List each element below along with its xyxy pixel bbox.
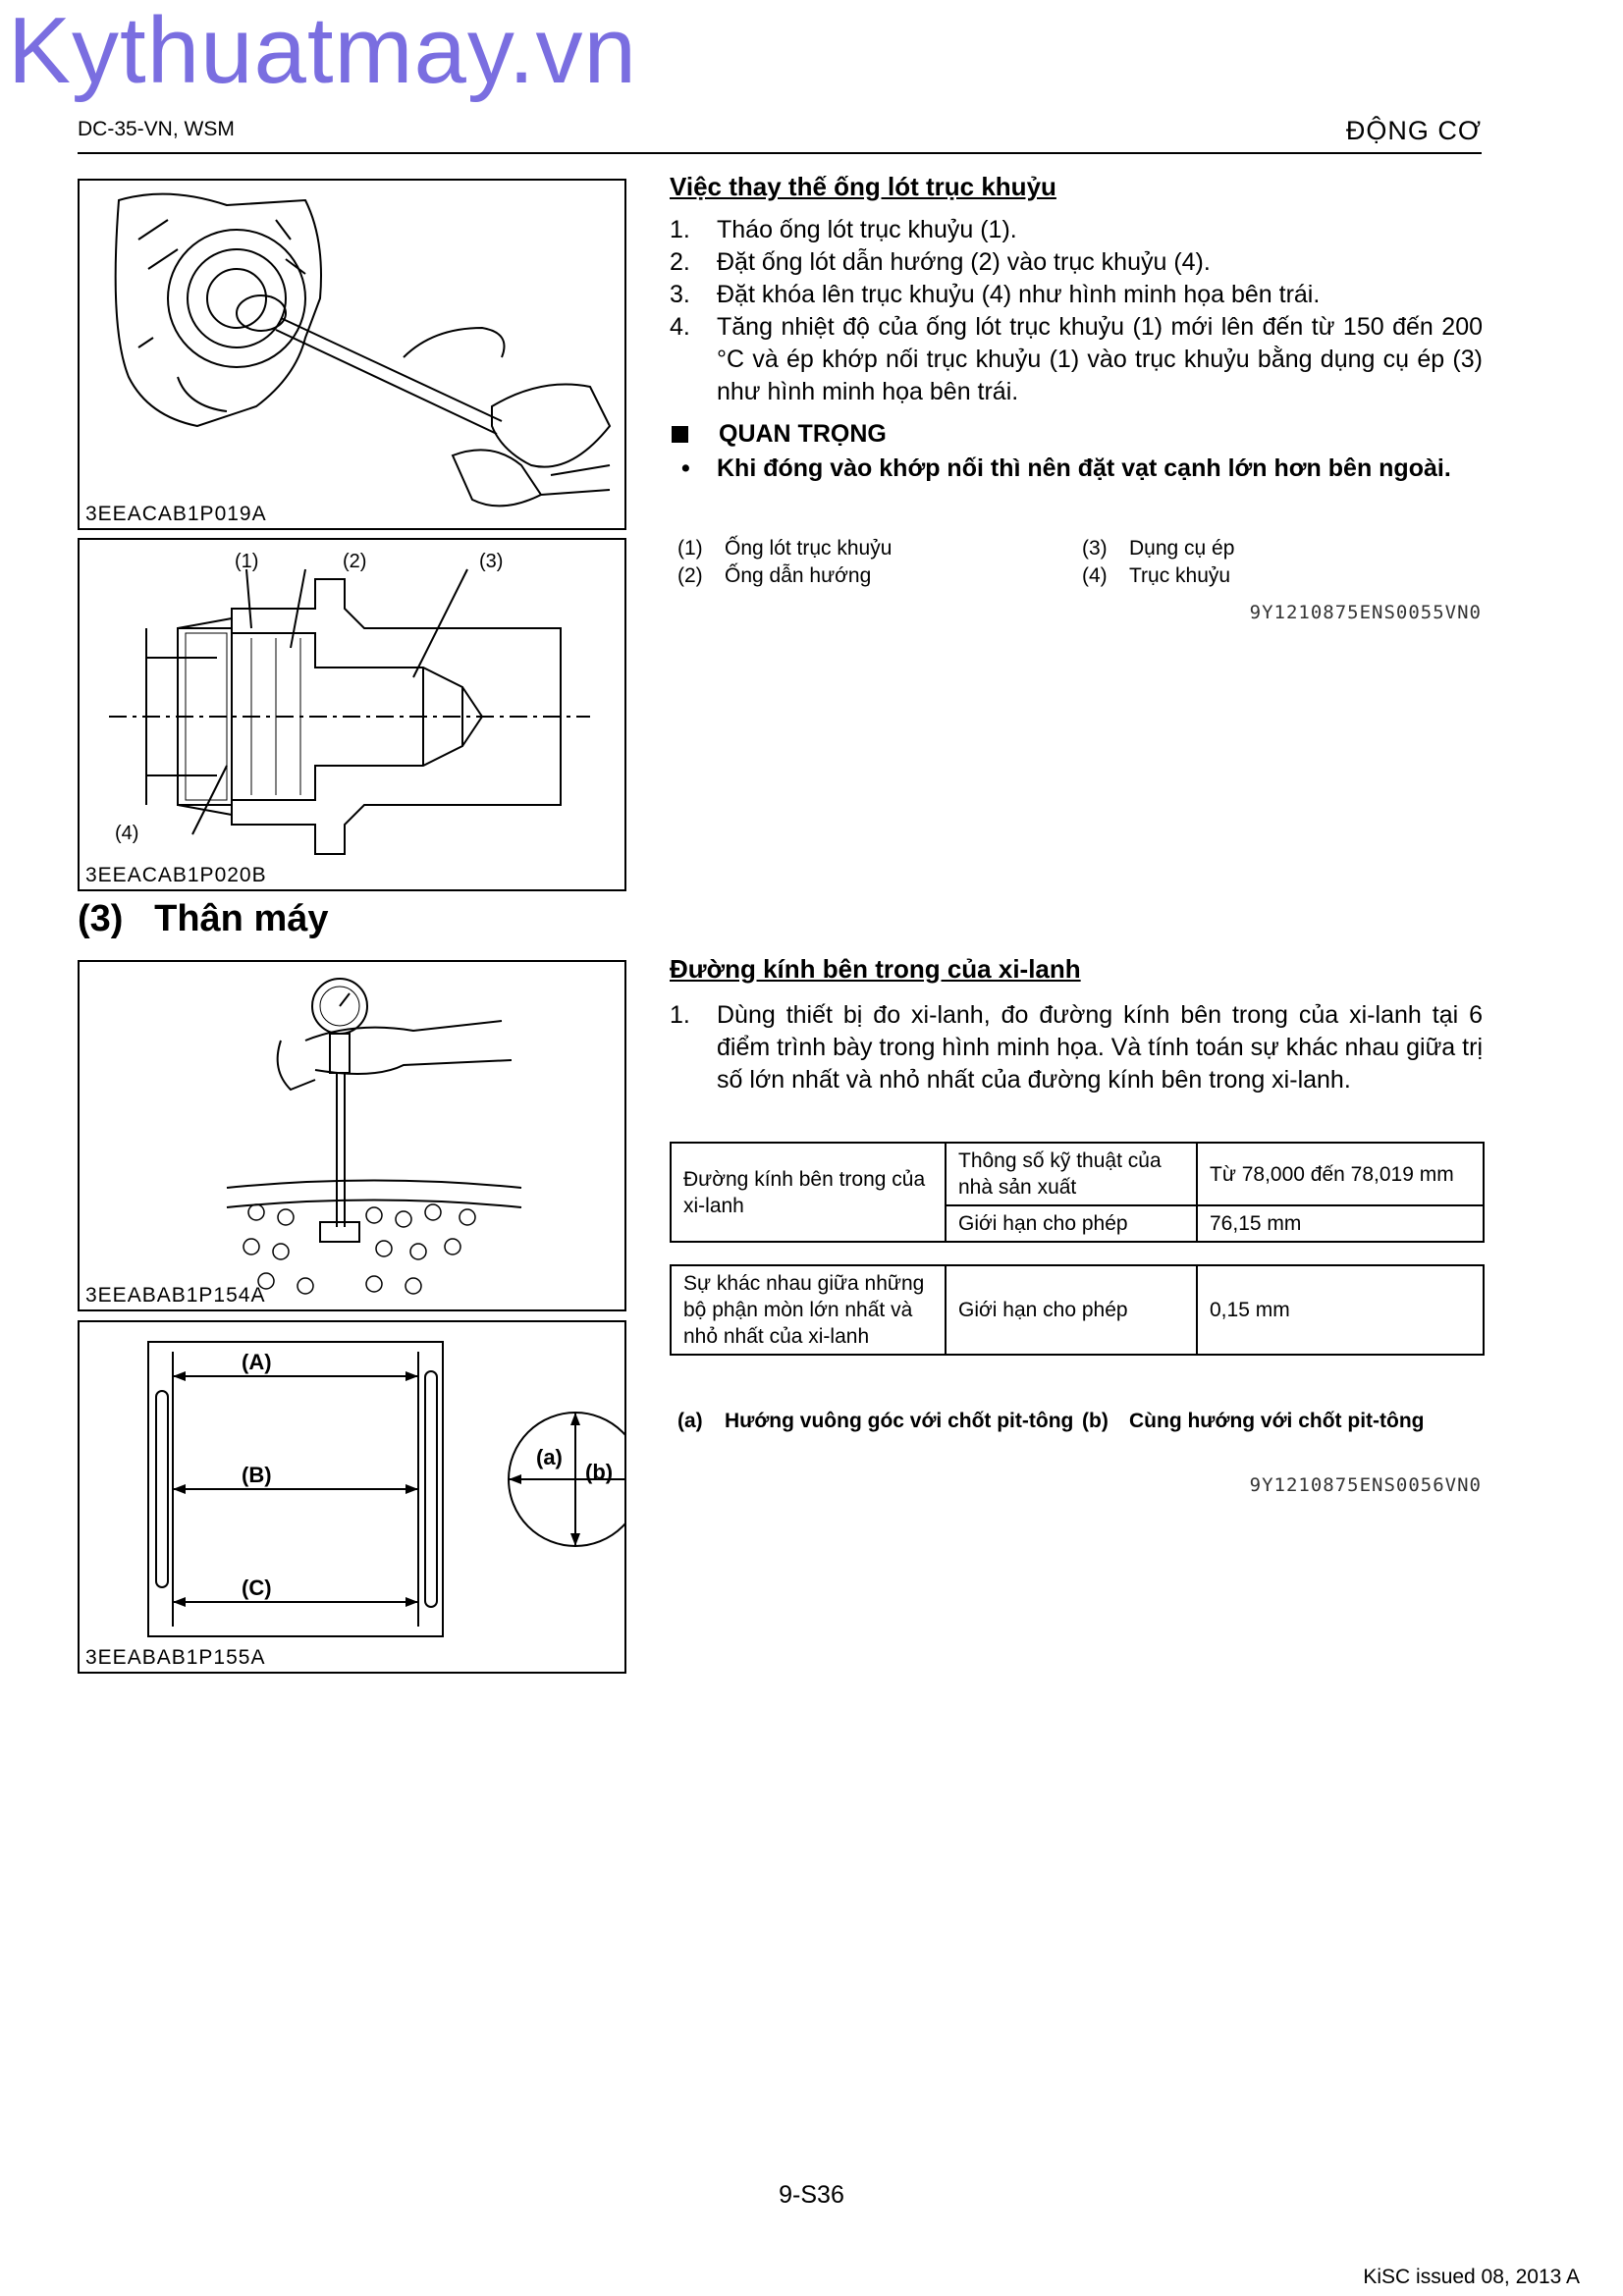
diagram-label-3: (3) xyxy=(479,551,504,572)
square-bullet-icon xyxy=(672,426,688,443)
important-notice-title: QUAN TRỌNG xyxy=(670,420,887,449)
figure-legend xyxy=(677,535,1483,594)
legend-item: (2) Ống dẫn hướng xyxy=(677,564,872,587)
reference-code: 9Y1210875ENS0055VN0 xyxy=(1249,602,1482,623)
reference-code: 9Y1210875ENS0056VN0 xyxy=(1249,1474,1482,1496)
spec-limit-label: Giới hạn cho phép xyxy=(946,1205,1197,1242)
spec-limit-value: 76,15 mm xyxy=(1197,1205,1484,1242)
header-chapter-title: ĐỘNG CƠ xyxy=(1345,116,1482,145)
spec-limit-label: Giới hạn cho phép xyxy=(946,1265,1197,1355)
section-heading-engine-block: (3) Thân máy xyxy=(78,898,329,939)
figure-crankshaft-sleeve-photo xyxy=(78,179,626,530)
spec-item-label: Sự khác nhau giữa những bộ phận mòn lớn nhất và nhỏ nhất của xi-lanh xyxy=(671,1265,946,1355)
crankshaft-sleeve-press-photo-icon xyxy=(80,181,624,528)
header-divider xyxy=(78,152,1482,154)
spec-item-label: Đường kính bên trong của xi-lanh xyxy=(671,1143,946,1242)
diagram-label-b-direction: (b) xyxy=(585,1460,614,1484)
step-item: 2. Đặt ống lót dẫn hướng (2) vào trục khuỷu (4). xyxy=(670,248,1211,276)
spec-table-cylinder-bore xyxy=(670,1142,1485,1243)
cylinder-gauge-photo-icon xyxy=(80,962,624,1309)
spec-factory-label: Thông số kỹ thuật của nhà sản xuất xyxy=(946,1143,1197,1205)
figure-measurement-points xyxy=(78,1320,626,1674)
watermark-logo: Kythuatmay.vn xyxy=(8,0,637,103)
figure-caption: 3EEABAB1P154A xyxy=(85,1284,266,1307)
figure-caption: 3EEACAB1P019A xyxy=(85,503,267,525)
figure-press-tool-section xyxy=(78,538,626,891)
press-tool-section-diagram-icon xyxy=(80,540,624,889)
diagram-label-b-middle: (B) xyxy=(242,1463,272,1487)
figure-caption: 3EEABAB1P155A xyxy=(85,1646,266,1669)
section2-steps xyxy=(670,999,1483,1096)
legend-item: (3) Dụng cụ ép xyxy=(1082,537,1235,560)
diagram-label-4: (4) xyxy=(115,823,139,844)
legend-item: (1) Ống lót trục khuỷu xyxy=(677,537,893,560)
spec-limit-value: 0,15 mm xyxy=(1197,1265,1484,1355)
step-item: 1. Tháo ống lót trục khuỷu (1). xyxy=(670,216,1017,243)
step-item: 3. Đặt khóa lên trục khuỷu (4) như hình minh họa bên trái. xyxy=(670,281,1321,308)
note-item: (a) Hướng vuông góc với chốt pit-tông xyxy=(677,1410,1074,1432)
step-item: 4. Tăng nhiệt độ của ống lót trục khuỷu (1) mới lên đến từ 150 đến 200 °C và ép khớp nối trục khuỷu (1) vào trục khuỷu bằng dụng cụ ép (3) như hình minh họa bên trái. xyxy=(670,313,1483,405)
direction-notes xyxy=(677,1408,1483,1467)
diagram-label-a-upper: (A) xyxy=(242,1350,272,1374)
section-title-crankshaft-sleeve: Việc thay thế ống lót trục khuỷu xyxy=(670,172,1056,201)
diagram-label-a-direction: (a) xyxy=(536,1445,563,1469)
spec-table-wear-difference xyxy=(670,1264,1485,1356)
diagram-label-c-lower: (C) xyxy=(242,1575,272,1600)
note-item: (b) Cùng hướng với chốt pit-tông xyxy=(1082,1410,1425,1432)
header-doc-code: DC-35-VN, WSM xyxy=(78,118,235,140)
figure-cylinder-gauge-photo xyxy=(78,960,626,1311)
figure-caption: 3EEACAB1P020B xyxy=(85,864,267,886)
important-notice-text: • Khi đóng vào khớp nối thì nên đặt vạt cạnh lớn hơn bên ngoài. xyxy=(670,453,1530,485)
section-title-cylinder-bore: Đường kính bên trong của xi-lanh xyxy=(670,954,1081,984)
issue-info: KiSC issued 08, 2013 A xyxy=(1363,2266,1580,2288)
cylinder-measurement-points-diagram-icon xyxy=(80,1322,624,1672)
step-item: 1. Dùng thiết bị đo xi-lanh, đo đường kính bên trong của xi-lanh tại 6 điểm trình bày trong hình minh họa. Và tính toán sự khác nhau giữa trị số lớn nhất và nhỏ nhất của đường kính bên trong xi-lanh. xyxy=(670,1001,1483,1094)
diagram-label-1: (1) xyxy=(235,551,259,572)
spec-factory-value: Từ 78,000 đến 78,019 mm xyxy=(1197,1143,1484,1205)
diagram-label-2: (2) xyxy=(343,551,367,572)
legend-item: (4) Trục khuỷu xyxy=(1082,564,1231,587)
bullet-icon: • xyxy=(681,454,690,482)
page-number: 9-S36 xyxy=(779,2181,844,2209)
section1-steps xyxy=(670,214,1483,408)
